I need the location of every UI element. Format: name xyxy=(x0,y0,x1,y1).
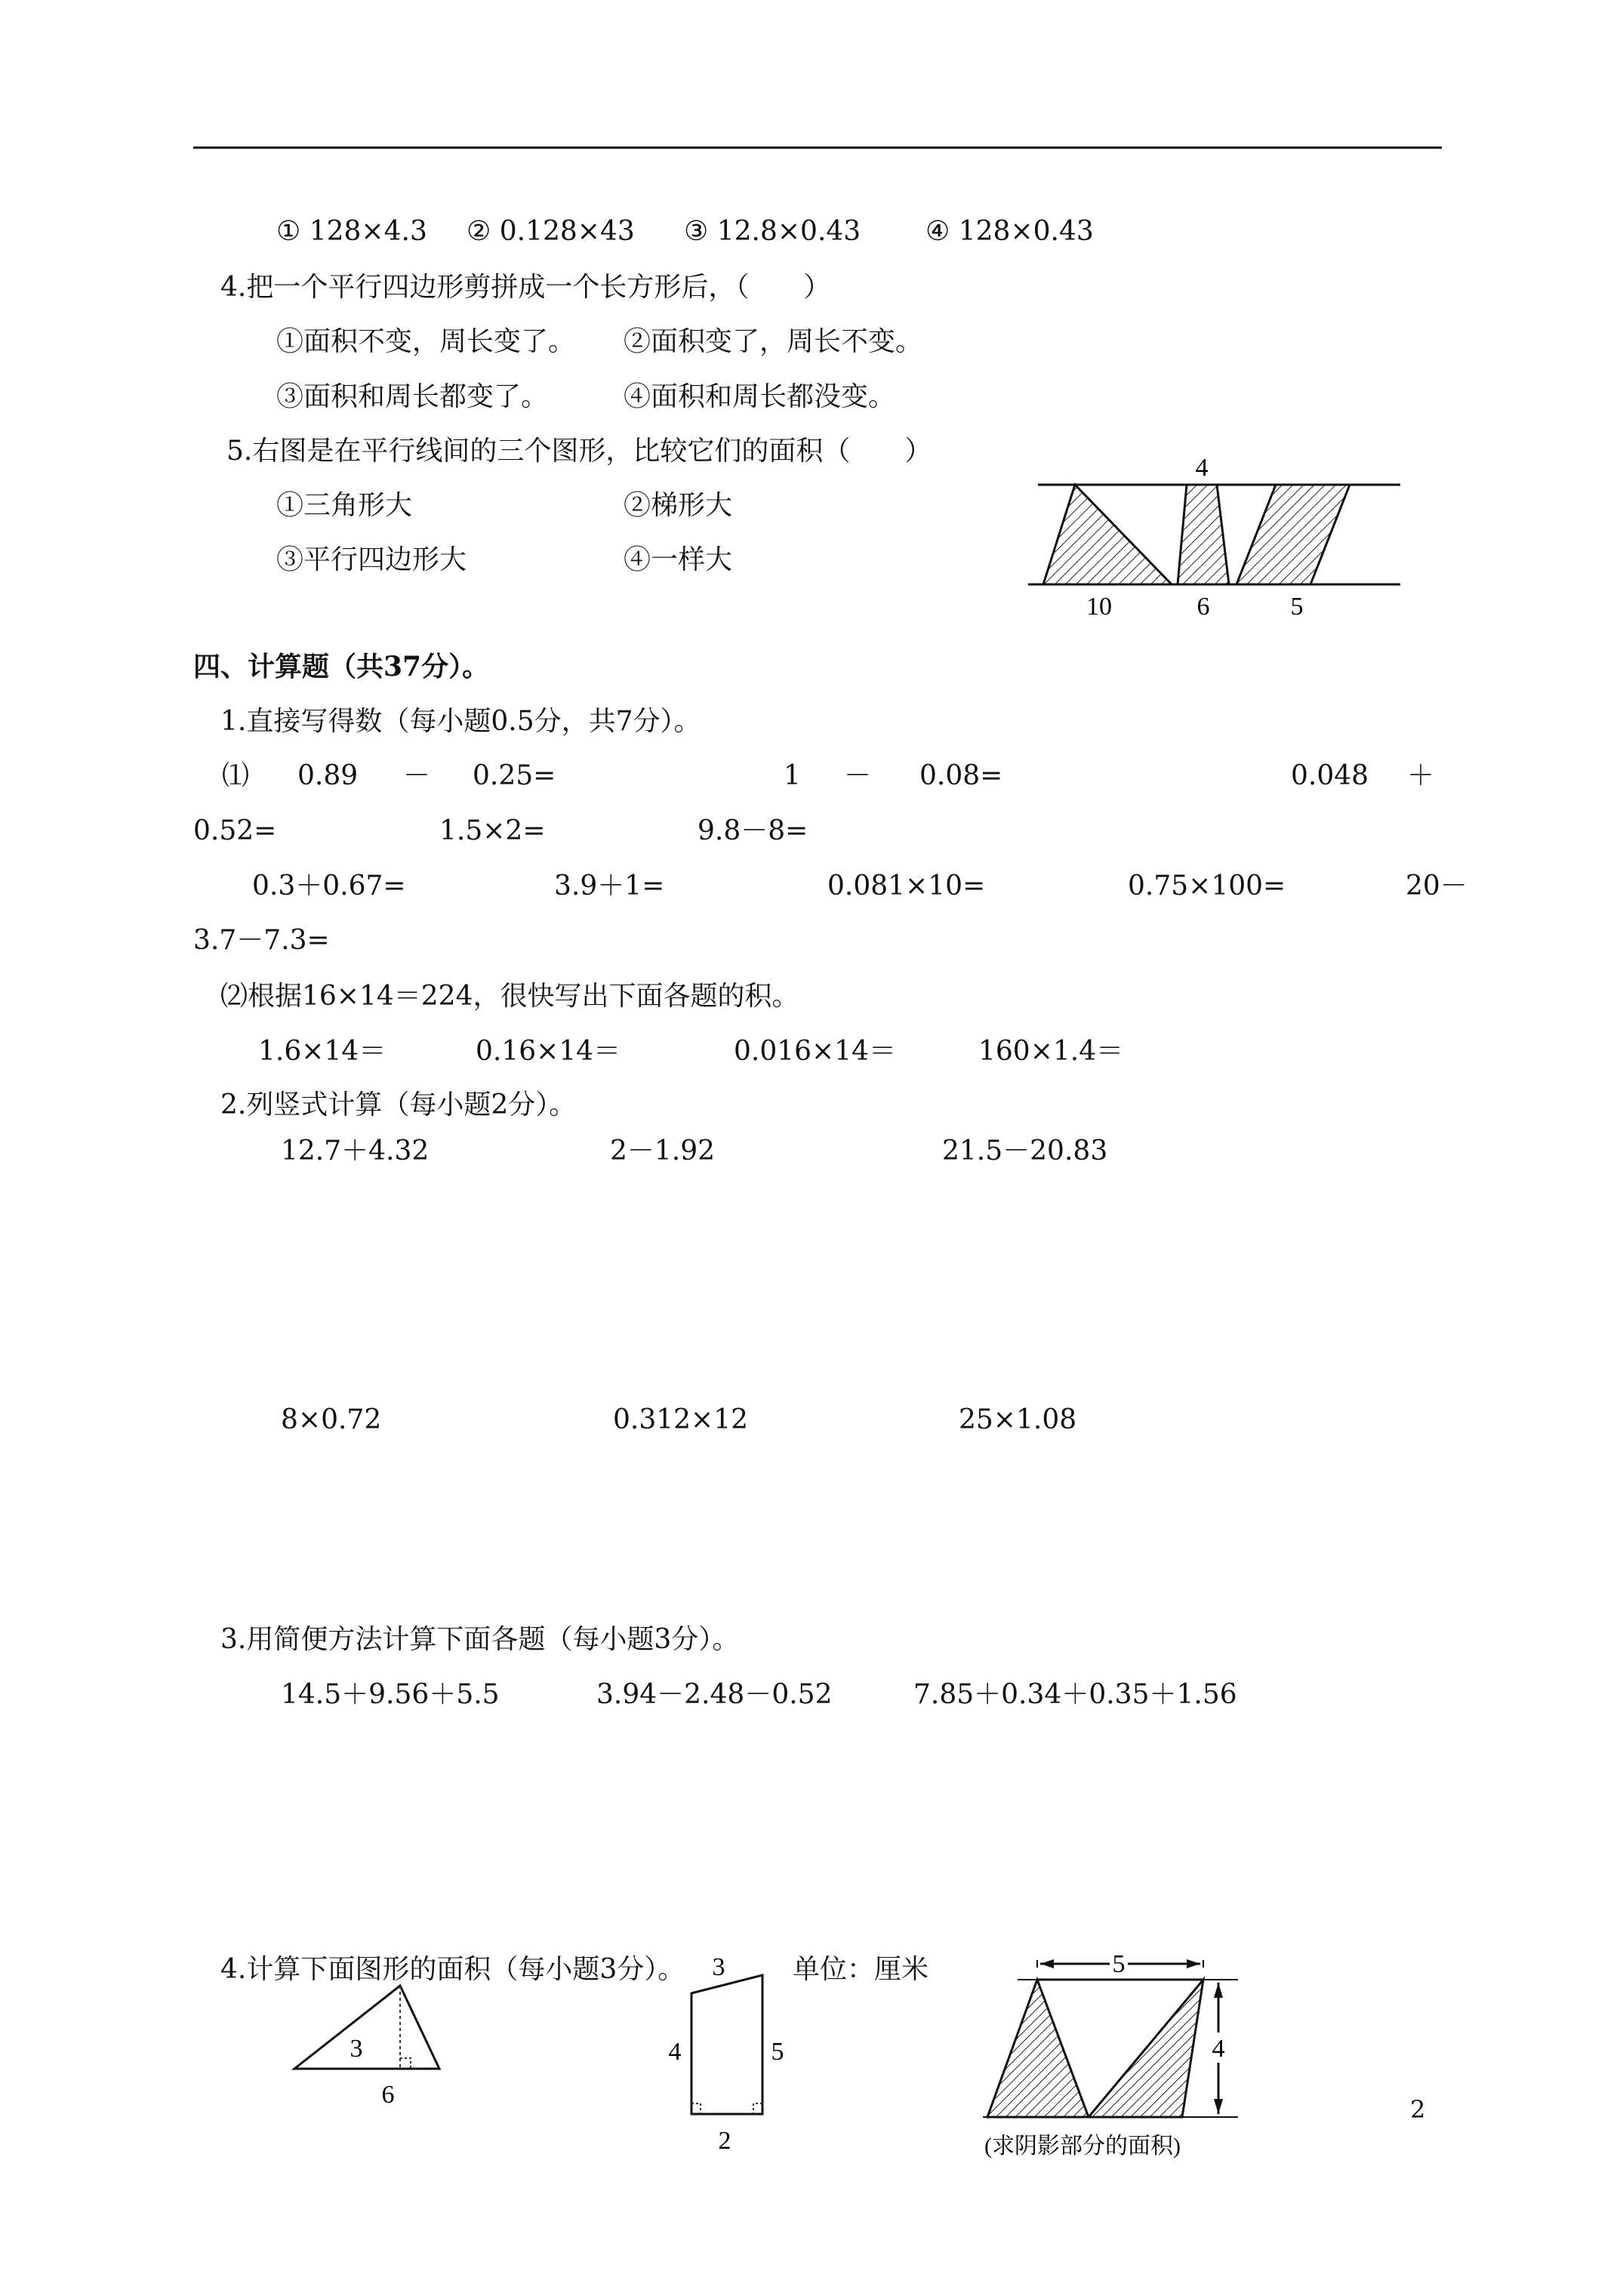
product-item: 0.016×14＝ xyxy=(734,1036,897,1067)
mental-math-item: ＋ xyxy=(1407,760,1435,791)
vertical-calc-item: 25×1.08 xyxy=(959,1404,1077,1435)
q5-option-2: ②梯形大 xyxy=(624,490,733,521)
triangle-height-label: 3 xyxy=(350,2035,363,2063)
label-parallelogram-base: 5 xyxy=(1290,593,1304,621)
part-3-title: 3.用简便方法计算下面各题（每小题3分）。 xyxy=(220,1624,740,1655)
right-angle-mark-left xyxy=(691,2103,701,2114)
trapezoid-top-label: 3 xyxy=(712,1953,725,1981)
label-triangle-base: 10 xyxy=(1086,593,1112,621)
trapezoid-bottom-label: 2 xyxy=(718,2127,731,2155)
vertical-calc-item: 8×0.72 xyxy=(281,1404,382,1435)
item-label: ⑴ xyxy=(222,760,250,791)
q4-option-3: ③面积和周长都变了。 xyxy=(276,381,549,412)
right-angle-mark-right xyxy=(753,2103,762,2114)
mental-math-item: 20－ xyxy=(1406,871,1467,901)
q4-stem: 4.把一个平行四边形剪拼成一个长方形后，（ ） xyxy=(220,272,831,303)
arrow-left xyxy=(1040,1959,1054,1968)
part-1-sub2-stem: ⑵根据16×14＝224，很快写出下面各题的积。 xyxy=(220,981,799,1012)
mental-math-item: － xyxy=(844,760,872,791)
mental-math-item: 3.7－7.3= xyxy=(193,925,330,956)
header-rule xyxy=(193,146,1442,149)
right-angle-mark xyxy=(400,2058,411,2069)
vertical-calc-item: 12.7＋4.32 xyxy=(281,1136,430,1166)
parallel-lines-figure xyxy=(1012,445,1419,627)
part-2-title: 2.列竖式计算（每小题2分）。 xyxy=(220,1089,577,1120)
label-trapezoid-base: 6 xyxy=(1196,593,1210,621)
mental-math-item: 0.08= xyxy=(919,760,1003,791)
parallelogram-shape xyxy=(1236,485,1350,584)
shaded-area-figure xyxy=(974,1918,1276,2159)
q3-option-3: ③ 12.8×0.43 xyxy=(684,216,861,247)
mental-math-item: 1.5×2= xyxy=(439,815,546,846)
vertical-calc-item: 21.5－20.83 xyxy=(942,1136,1108,1166)
product-item: 160×1.4＝ xyxy=(978,1036,1124,1067)
mental-math-item: 3.9＋1= xyxy=(554,871,665,901)
part-1-title: 1.直接写得数（每小题0.5分，共7分）。 xyxy=(220,706,701,737)
q3-option-4: ④ 128×0.43 xyxy=(925,216,1094,247)
simplify-calc-item: 7.85＋0.34＋0.35＋1.56 xyxy=(913,1679,1237,1710)
triangle-figure xyxy=(287,982,453,2144)
product-item: 0.16×14＝ xyxy=(476,1036,621,1067)
page-number: 2 xyxy=(1410,2095,1426,2124)
product-item: 1.6×14＝ xyxy=(258,1036,387,1067)
trapezoid-shape xyxy=(1178,485,1229,584)
mental-math-item: 0.75×100= xyxy=(1128,871,1286,901)
mental-math-item: 1 xyxy=(784,760,801,791)
q4-option-2: ②面积变了，周长不变。 xyxy=(624,326,923,357)
height-label: 4 xyxy=(1212,2035,1225,2063)
q3-option-1: ① 128×4.3 xyxy=(276,216,427,247)
unit-label: 单位：厘米 xyxy=(793,1954,929,1985)
q5-stem: 5.右图是在平行线间的三个图形，比较它们的面积（ ） xyxy=(226,436,932,467)
part-4-title: 4.计算下面图形的面积（每小题3分）。 xyxy=(220,1954,685,1985)
vertical-calc-item: 0.312×12 xyxy=(613,1404,749,1435)
simplify-calc-item: 14.5＋9.56＋5.5 xyxy=(281,1679,500,1710)
right-shaded-triangle xyxy=(1089,1980,1203,2117)
figure-caption: (求阴影部分的面积) xyxy=(984,2134,1181,2159)
left-shaded-triangle xyxy=(987,1980,1089,2117)
top-length-label: 5 xyxy=(1112,1950,1126,1978)
mental-math-item: － xyxy=(403,760,431,791)
arrow-up xyxy=(1214,1983,1223,1998)
simplify-calc-item: 3.94－2.48－0.52 xyxy=(596,1679,833,1710)
mental-math-item: 0.89 xyxy=(297,760,359,791)
label-top: 4 xyxy=(1195,454,1209,482)
q4-option-4: ④面积和周长都没变。 xyxy=(624,381,896,412)
q4-option-1: ①面积不变，周长变了。 xyxy=(276,326,576,357)
arrow-down xyxy=(1214,2099,1223,2114)
triangle-outline xyxy=(294,1986,439,2069)
section-4-title: 四、计算题（共37分）。 xyxy=(193,651,490,683)
arrow-right xyxy=(1187,1959,1200,1968)
trapezoid-right-label: 5 xyxy=(771,2038,784,2066)
mental-math-item: 0.3＋0.67= xyxy=(252,871,406,901)
trapezoid-outline xyxy=(691,1975,762,2114)
q5-option-1: ①三角形大 xyxy=(276,490,413,521)
q3-option-2: ② 0.128×43 xyxy=(467,216,635,247)
mental-math-item: 0.25= xyxy=(473,760,556,791)
triangle-shape xyxy=(1043,485,1172,584)
q5-option-3: ③平行四边形大 xyxy=(276,544,467,575)
trapezoid-figure xyxy=(657,1918,808,2159)
mental-math-item: 0.081×10= xyxy=(827,871,986,901)
mental-math-item: 0.52= xyxy=(193,815,277,846)
mental-math-item: 9.8－8= xyxy=(698,815,808,846)
vertical-calc-item: 2－1.92 xyxy=(610,1136,716,1166)
mental-math-item: 0.048 xyxy=(1291,760,1369,791)
triangle-base-label: 6 xyxy=(381,2081,395,2109)
trapezoid-left-label: 4 xyxy=(668,2038,682,2066)
q5-option-4: ④一样大 xyxy=(624,544,733,575)
